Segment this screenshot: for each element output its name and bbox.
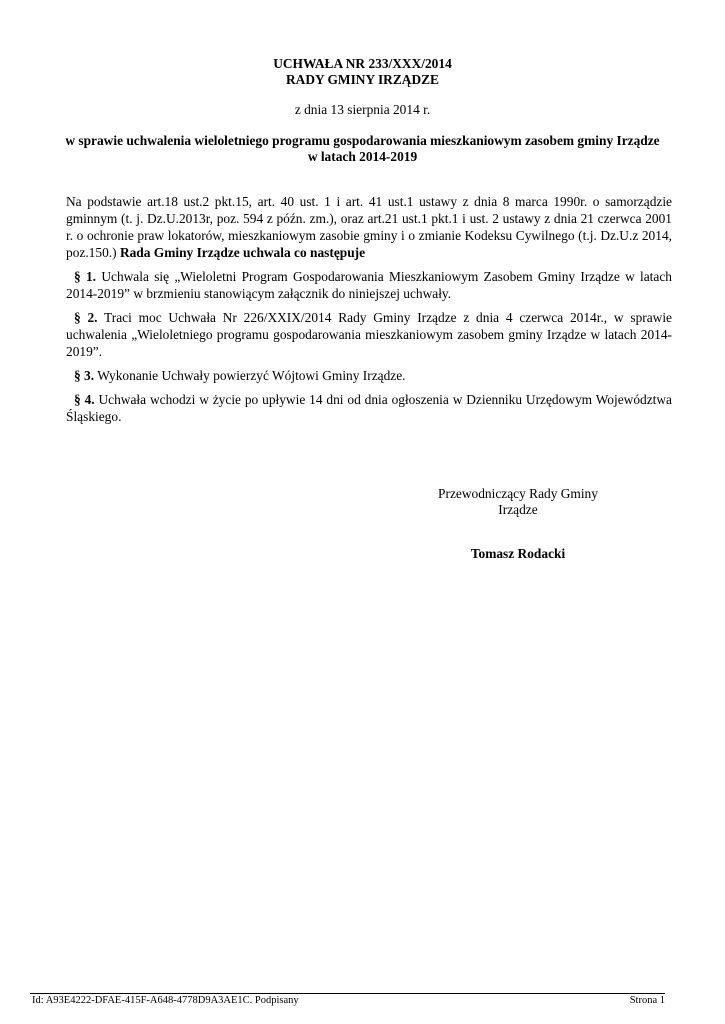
preamble-bold: Rada Gminy Irządze uchwala co następuje bbox=[119, 245, 366, 260]
paragraph-label: § 1. bbox=[74, 269, 97, 284]
resolution-title: UCHWAŁA NR 233/XXX/2014 bbox=[273, 56, 452, 71]
paragraph-text: Wykonanie Uchwały powierzyć Wójtowi Gminy Irządze. bbox=[97, 368, 406, 383]
paragraph-4 bbox=[66, 391, 672, 425]
page-number: Strona 1 bbox=[629, 995, 665, 1006]
resolution-date: z dnia 13 sierpnia 2014 r. bbox=[294, 102, 431, 117]
paragraph-text: Uchwała wchodzi w życie po upływie 14 dni od dnia ogłoszenia w Dzienniku Urzędowym Województwa Śląskiego. bbox=[66, 392, 672, 424]
subject-line-2: w latach 2014-2019 bbox=[307, 149, 418, 164]
paragraph-1 bbox=[66, 268, 672, 302]
preamble bbox=[66, 193, 672, 261]
signatory-role-line-1: Przewodniczący Rady Gminy bbox=[438, 486, 598, 501]
paragraph-3 bbox=[66, 367, 672, 384]
document-id: Id: A93E4222-DFAE-415F-A648-4778D9A3AE1C. Podpisany bbox=[32, 995, 299, 1006]
paragraph-label: § 2. bbox=[74, 310, 98, 325]
paragraph-label: § 3. bbox=[74, 368, 95, 383]
paragraph-text: Uchwala się „Wieloletni Program Gospodarowania Mieszkaniowym Zasobem Gminy Irządze w latach 2014-2019” w brzmieniu stanowiącym załącznik do niniejszej uchwały. bbox=[66, 269, 672, 301]
signatory-name: Tomasz Rodacki bbox=[470, 546, 566, 561]
paragraph-label: § 4. bbox=[74, 392, 95, 407]
subject-line-1: w sprawie uchwalenia wieloletniego programu gospodarowania mieszkaniowym zasobem gminy Irządze bbox=[65, 133, 660, 148]
paragraph-text: Traci moc Uchwała Nr 226/XXIX/2014 Rady Gminy Irządze z dnia 4 czerwca 2014r., w sprawie uchwalenia „Wieloletniego programu gospodarowania mieszkaniowym zasobem gminy Irządze w latach 2014-2019”. bbox=[66, 310, 673, 359]
footer-divider bbox=[30, 993, 665, 994]
council-name: RADY GMINY IRZĄDZE bbox=[285, 72, 439, 87]
document-body bbox=[66, 193, 672, 432]
preamble-text: Na podstawie art.18 ust.2 pkt.15, art. 40 ust. 1 i art. 41 ust.1 ustawy z dnia 8 marca 1990r. o samorządzie gminnym (t. j. Dz.U.2013r, poz. 594 z późn. zm.), oraz art.21 ust.1 pkt.1 i ust. 2 ustawy z dnia 21 czerwca 2001 r. o ochronie praw lokatorów, mieszkaniowym zasobie gminy i o zmianie Kodeksu Cywilnego (t.j. Dz.U.z 2014, poz.150.) bbox=[66, 194, 672, 260]
paragraph-2 bbox=[66, 309, 672, 360]
signatory-role-line-2: Irządze bbox=[498, 502, 538, 517]
